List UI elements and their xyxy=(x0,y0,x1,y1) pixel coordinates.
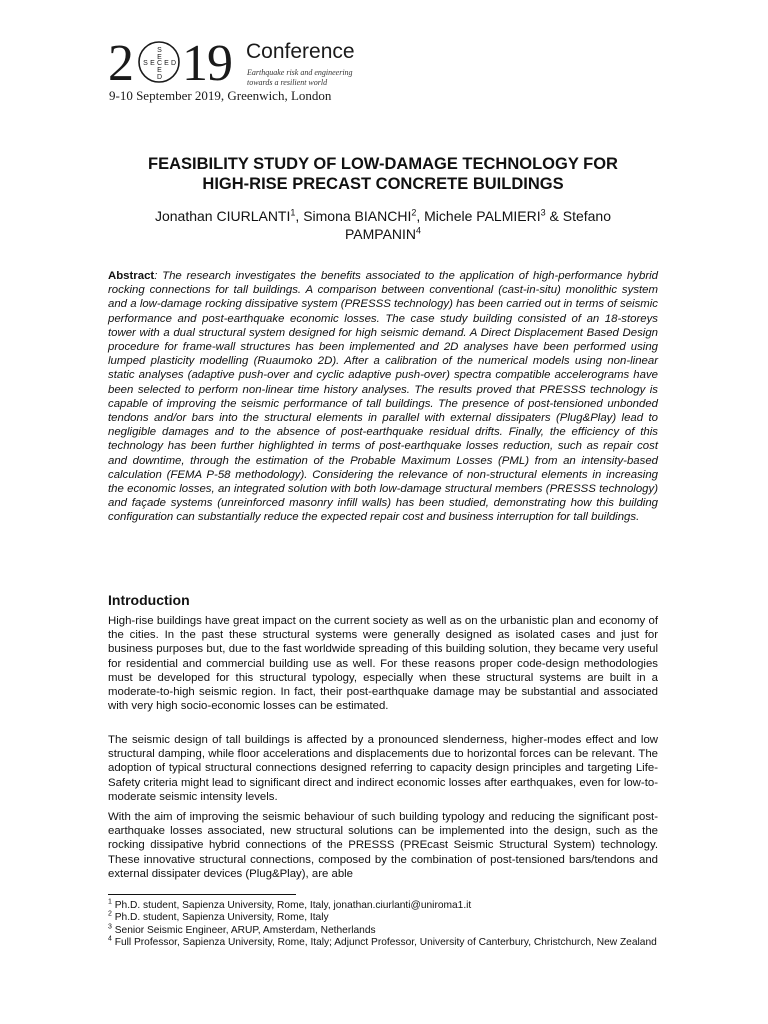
conference-word: Conference xyxy=(246,40,355,63)
footnote-3 xyxy=(108,925,668,937)
author-separator: , xyxy=(416,208,425,224)
logo-year-left: 2 xyxy=(108,35,133,92)
section-heading-introduction: Introduction xyxy=(108,592,190,608)
footnote-mark: 4 xyxy=(108,935,112,943)
title-line-1: FEASIBILITY STUDY OF LOW-DAMAGE TECHNOLOGY FOR xyxy=(148,155,618,173)
svg-text:S: S xyxy=(143,60,147,67)
tagline-line-2: towards a resilient world xyxy=(247,77,328,87)
conference-date-location: 9-10 September 2019, Greenwich, London xyxy=(109,88,332,103)
logo-year-right: 19 xyxy=(182,35,232,92)
footnote-text: Ph.D. student, Sapienza University, Rome, Italy xyxy=(111,912,329,924)
author-mark: 1 xyxy=(290,207,296,218)
footnote-text: Full Professor, Sapienza University, Rome, Italy; Adjunct Professor, University of Canterbury, Christchurch, New Zealand xyxy=(111,936,657,948)
author-mark: 4 xyxy=(416,225,422,236)
footnote-2 xyxy=(108,912,668,924)
svg-text:D: D xyxy=(156,74,162,81)
svg-text:E: E xyxy=(157,54,161,61)
abstract-text: : The research investigates the benefits associated to the application of high-performance hybrid rocking connections for tall buildings. A comparison between conventional (cast-in-situ) monolithic system and a low-damage rocking dissipative system (PRESSS technology) has been carried out in terms of seismic performance and post-earthquake economic losses. The case study building consisted of an 18-storeys tower with a dual structural system designed for high seismic demand. A Direct Displacement Based Design procedure for frame-wall structures has been implemented and 2D analyses have been performed using lumped plasticity modelling (Ruaumoko 2D). After a calibration of the numerical models using non-linear static analyses (adaptive push-over and cyclic adaptive push-over) spectra compatible accelerograms have been selected to perform non-linear time history analyses. The results proved that PRESSS technology is capable of improving the seismic performance of tall buildings. The presence of post-tensioned unbonded tendons and/or bars into the structural elements in parallel with external dissipaters (Plug&Play) lead to negligible damages and to the absence of post-earthquake residual drifts. Finally, the efficiency of this technology has been further highlighted in terms of post-earthquake losses reduction, such as repair cost and downtime, through the estimation of the Probable Maximum Losses (PML) from an intensity-based calculation (FEMA P-58 methodology). Considering the relevance of non-structural elements in increasing the economic losses, an integrated solution with both low-damage structural members (PRESSS technology) and façade systems (unreinforced masonry infill walls) has been studied, demonstrating how this building configuration can substantially reduce the expected repair cost and business interruption for tall buildings. xyxy=(108,270,658,524)
author-mark: 2 xyxy=(411,207,417,218)
intro-paragraph-2: The seismic design of tall buildings is affected by a pronounced slenderness, higher-modes effect and low structural damping, while floor accelerations and displacements due to horizontal forces can be relevant. The adoption of typical structural connections designed referring to capacity design principles and targeting Life-Safety criteria might lead to significant direct and indirect economic losses after earthquakes, even for low-to-moderate seismic intensity levels. xyxy=(108,734,658,803)
author-name: PAMPANIN xyxy=(344,226,417,242)
svg-text:E: E xyxy=(157,67,161,74)
author-separator: , xyxy=(295,208,304,224)
intro-paragraph-3: With the aim of improving the seismic behaviour of such building typology and reducing the significant post-earthquake losses associated, new structural solutions can be implemented into the design, such as the rocking dissipative hybrid connections of the PRESSS (PREcast Seismic Structural System) technology. These innovative structural connections, composed by the combination of post-tensioned bars/tendons and external dissipater devices (Plug&Play), are able xyxy=(108,811,658,880)
svg-text:E: E xyxy=(164,60,168,67)
author-separator: & Stefano xyxy=(545,208,611,224)
seced-seal-icon xyxy=(137,40,181,84)
footnote-divider xyxy=(108,894,296,895)
footnote-1 xyxy=(108,900,668,912)
abstract-label: Abstract xyxy=(108,270,155,282)
svg-text:C: C xyxy=(156,60,162,67)
author-name: Jonathan CIURLANTI xyxy=(154,208,291,224)
author-name: Simona BIANCHI xyxy=(303,208,412,224)
conference-tagline xyxy=(247,68,387,87)
abstract xyxy=(108,269,658,525)
svg-text:S: S xyxy=(157,47,161,54)
conference-header xyxy=(108,35,408,104)
author-mark: 3 xyxy=(540,207,546,218)
intro-paragraph-1: High-rise buildings have great impact on the current society as well as on the urbanistic plan and economy of the cities. In the past these structural systems were generally designed as isolated cases and just for business purposes but, due to the fast worldwide spreading of this building solution, they became very useful for residential and commercial building use as well. For these reasons proper code-design methodologies must be developed for this structural typology, especially when these structural systems are built in a moderate-to-high seismic region. In fact, their post-earthquake damage may be substantial and associated with very high socio-economic losses can be estimated. xyxy=(108,615,658,713)
title-line-2: HIGH-RISE PRECAST CONCRETE BUILDINGS xyxy=(202,175,564,193)
footnote-text: Senior Seismic Engineer, ARUP, Amsterdam, Netherlands xyxy=(111,924,376,936)
author-list xyxy=(108,207,658,243)
footnote-4 xyxy=(108,937,668,949)
footnote-mark: 1 xyxy=(108,898,112,906)
footnotes xyxy=(108,900,668,949)
footnote-text: Ph.D. student, Sapienza University, Rome, Italy, jonathan.ciurlanti@uniroma1.it xyxy=(111,900,472,911)
tagline-line-1: Earthquake risk and engineering xyxy=(247,68,353,77)
svg-text:E: E xyxy=(150,60,154,67)
author-name: Michele PALMIERI xyxy=(424,208,541,224)
footnote-mark: 3 xyxy=(108,923,112,931)
paper-title xyxy=(108,154,658,194)
footnote-mark: 2 xyxy=(108,910,112,918)
svg-text:D: D xyxy=(170,60,176,67)
